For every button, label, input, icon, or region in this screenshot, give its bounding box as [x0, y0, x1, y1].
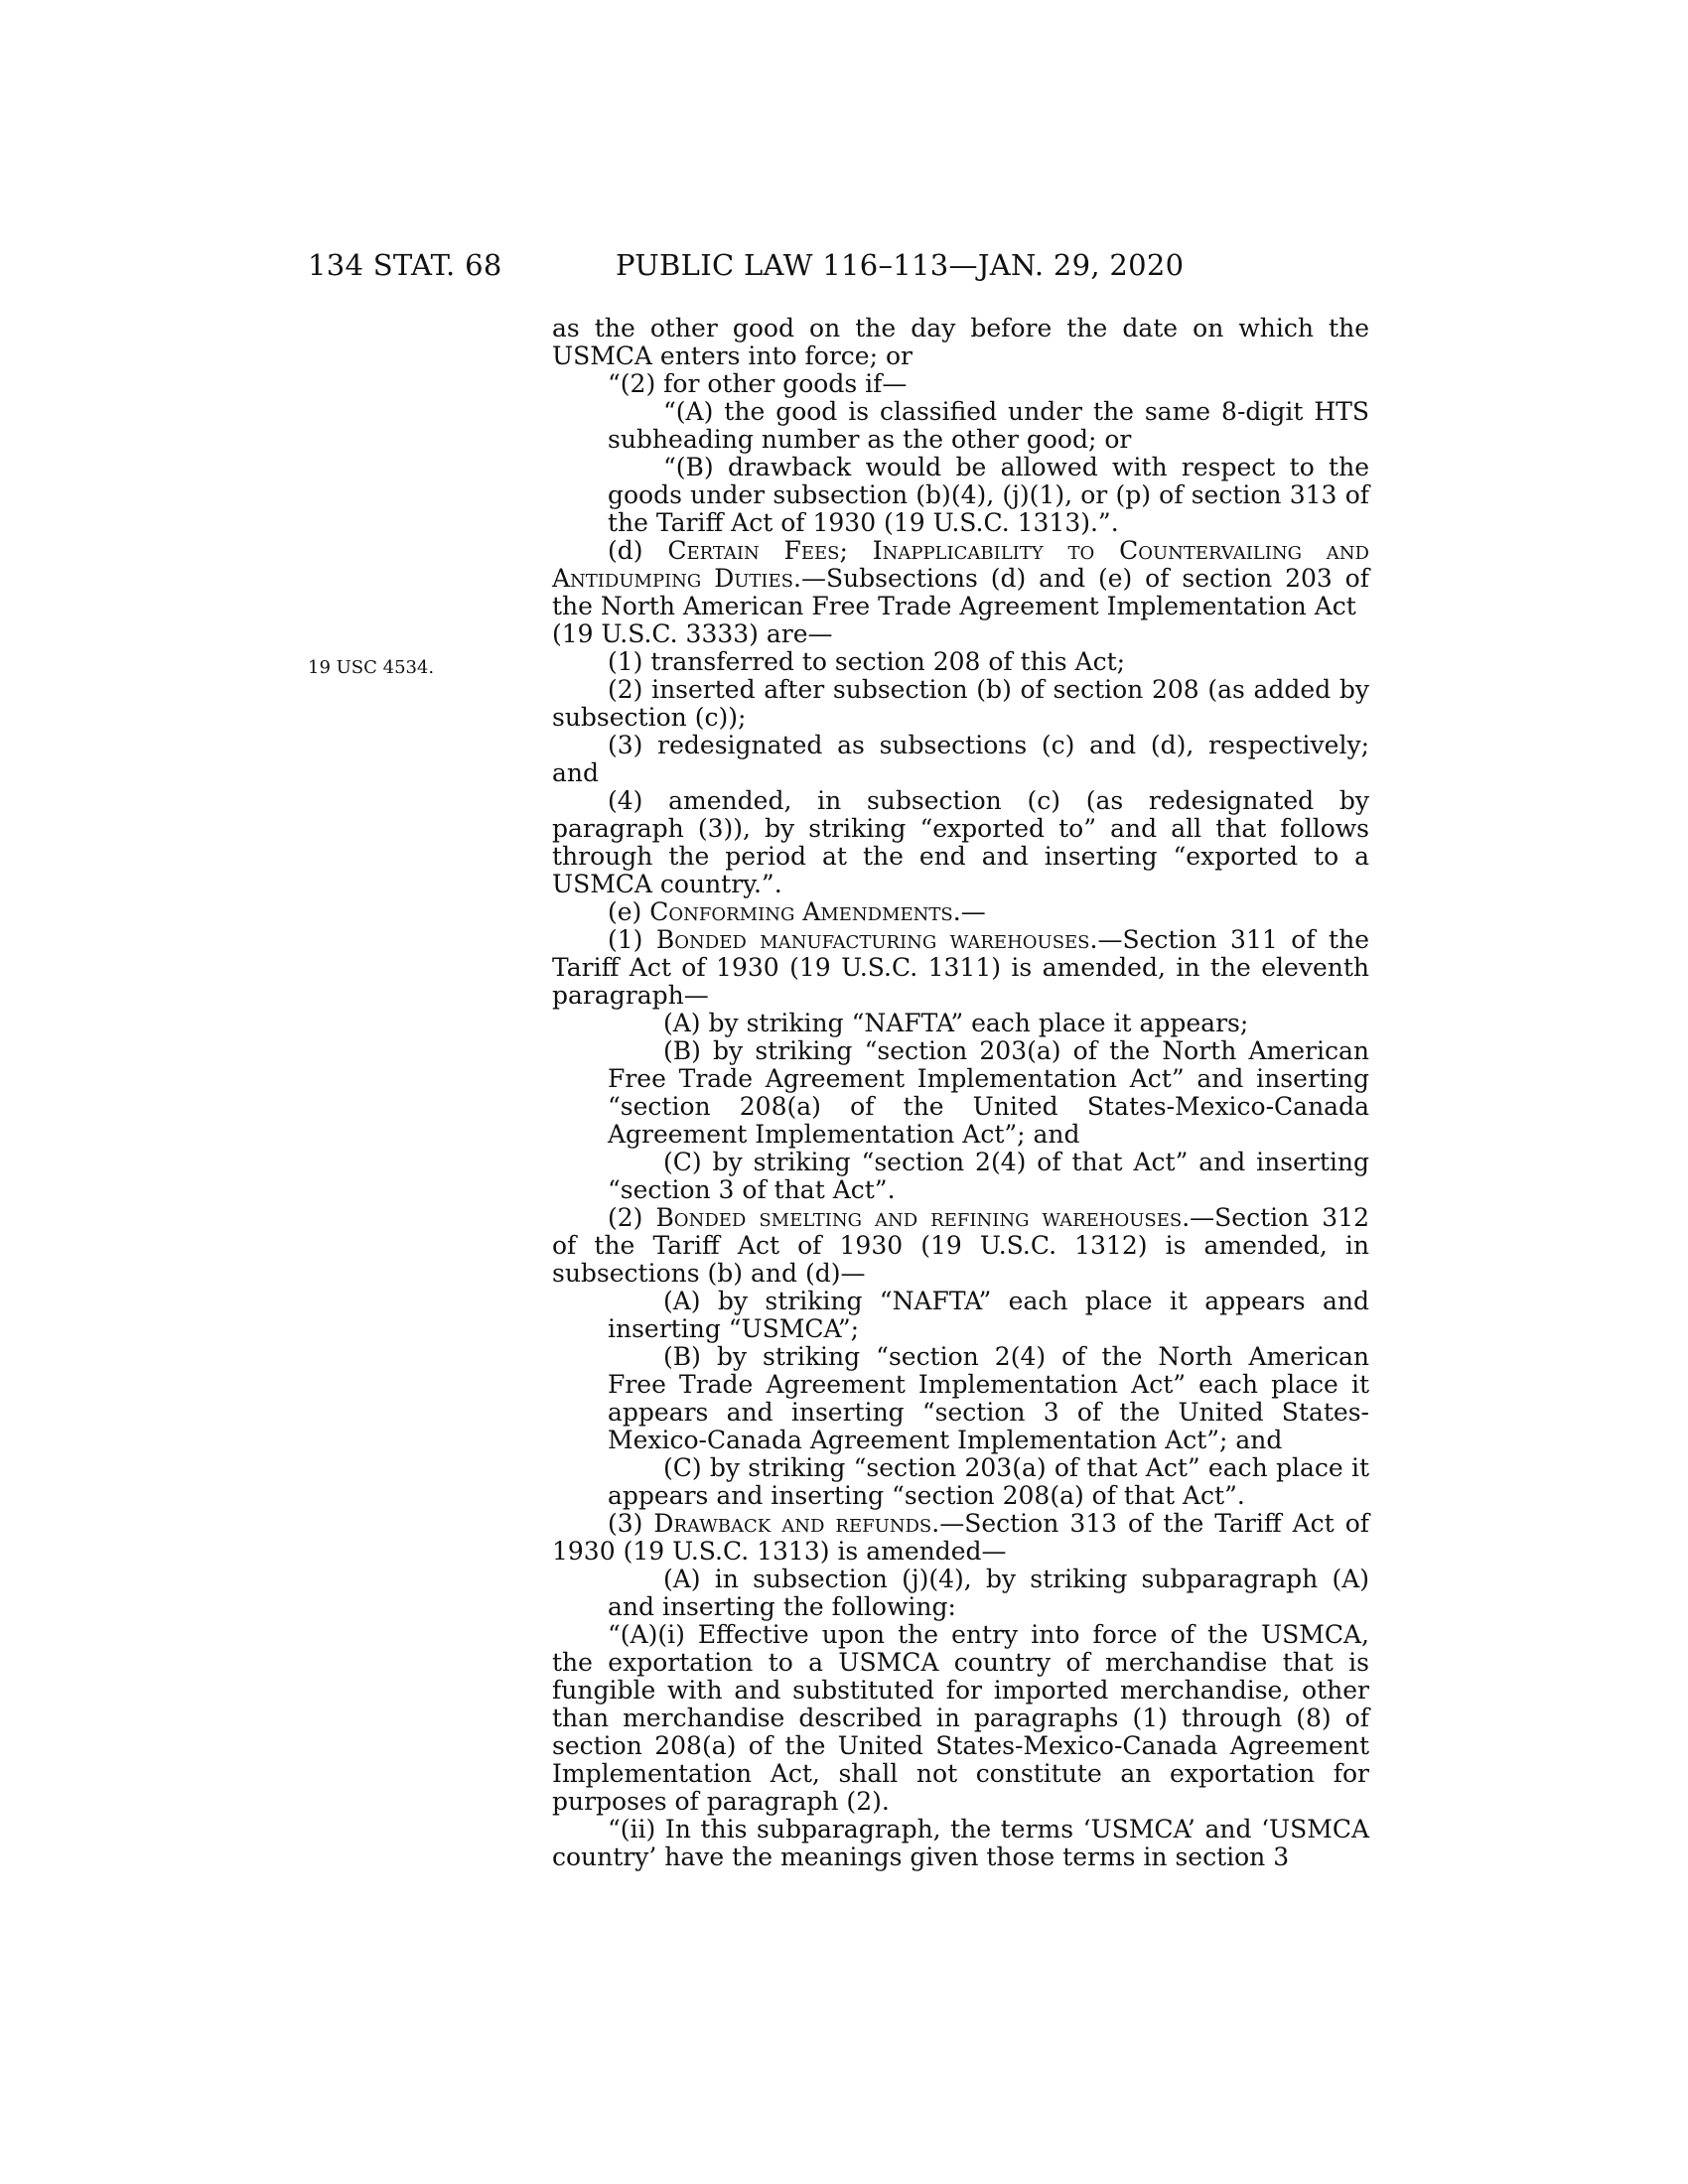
paragraph-e3-prefix: (3): [608, 1509, 654, 1538]
subparagraph-B-drawback: “(B) drawback would be allowed with respect to the goods under subsection (b)(4), (j)(1), or (p) of section 313 of the Tariff Act of 1930 (19 U.S.C. 1313).”.: [608, 453, 1369, 537]
subsection-e: [552, 898, 1369, 926]
subsection-d-continuation: (19 U.S.C. 3333) are—: [552, 619, 833, 648]
subsection-e-text: —: [960, 897, 986, 926]
paragraph-e2-heading: Bonded smelting and refining warehouses.: [655, 1203, 1191, 1232]
paragraph-e1-heading: Bonded manufacturing warehouses.: [655, 925, 1098, 954]
paragraph-2-other-goods: “(2) for other goods if—: [608, 369, 908, 398]
paragraph-continuation: as the other good on the day before the date on which the USMCA enters into force; or: [552, 314, 1369, 370]
paragraph-e1: [552, 926, 1369, 1010]
subsection-d-prefix: (d): [608, 536, 668, 565]
subsection-d: [552, 537, 1369, 620]
subsection-d-heading: Certain Fees; Inapplicability to Countervailing and Antidumping Duties.: [552, 536, 1369, 593]
paragraph-e3-heading: Drawback and refunds.: [653, 1509, 940, 1538]
list-item-transferred: (1) transferred to section 208 of this Act;: [608, 647, 1126, 676]
e2-item-B: (B) by striking “section 2(4) of the North American Free Trade Agreement Implementation Act” each place it appears and inserting “section 3 of the United States-Mexico-Canada Agreement Implementation Act”; and: [608, 1342, 1369, 1454]
e1-item-B: (B) by striking “section 203(a) of the North American Free Trade Agreement Implementation Act” and inserting “section 208(a) of the United States-Mexico-Canada Agreement Implementation Act”; and: [608, 1036, 1369, 1149]
page-number-header: 134 STAT. 68: [308, 248, 502, 282]
e1-item-A: (A) by striking “NAFTA” each place it appears;: [663, 1009, 1249, 1037]
paragraph-e1-text: —Section 311 of the Tariff Act of 1930 (19 U.S.C. 1311) is amended, in the eleventh paragraph—: [552, 925, 1369, 1010]
quoted-A-i: “(A)(i) Effective upon the entry into force of the USMCA, the exportation to a USMCA country of merchandise that is fungible with and substituted for imported merchandise, other than merchandise described in paragraphs (1) through (8) of section 208(a) of the United States-Mexico-Canada Agreement Implementation Act, shall not constitute an exportation for purposes of paragraph (2).: [552, 1620, 1369, 1816]
e2-item-C: (C) by striking “section 203(a) of that Act” each place it appears and inserting “section 208(a) of that Act”.: [608, 1453, 1369, 1510]
subsection-e-prefix: (e): [608, 897, 650, 926]
margin-citation-note: 19 USC 4534.: [308, 657, 435, 678]
list-item-amended: (4) amended, in subsection (c) (as redesignated by paragraph (3)), by striking “exported to” and all that follows through the period at the end and inserting “exported to a USMCA country.”.: [552, 786, 1369, 898]
paragraph-e2: [552, 1204, 1369, 1288]
paragraph-e3-text: —Section 313 of the Tariff Act of 1930 (19 U.S.C. 1313) is amended—: [552, 1509, 1369, 1566]
list-item-redesignated: (3) redesignated as subsections (c) and (d), respectively; and: [552, 731, 1369, 787]
e1-item-C: (C) by striking “section 2(4) of that Act” and inserting “section 3 of that Act”.: [608, 1148, 1369, 1204]
statute-body-text: [552, 315, 1369, 1871]
e2-item-A: (A) by striking “NAFTA” each place it appears and inserting “USMCA”;: [608, 1287, 1369, 1343]
list-item-inserted: (2) inserted after subsection (b) of section 208 (as added by subsection (c));: [552, 675, 1369, 732]
subsection-e-heading: Conforming Amendments.: [649, 897, 961, 926]
quoted-ii: “(ii) In this subparagraph, the terms ‘USMCA’ and ‘USMCA country’ have the meanings given those terms in section 3: [552, 1815, 1369, 1871]
running-header-title: PUBLIC LAW 116–113—JAN. 29, 2020: [616, 248, 1185, 282]
subsection-d-text: —Subsections (d) and (e) of section 203 of the North American Free Trade Agreement Implementation Act: [552, 564, 1369, 620]
subparagraph-A-hts: “(A) the good is classified under the same 8-digit HTS subheading number as the other good; or: [608, 397, 1369, 454]
paragraph-e2-prefix: (2): [608, 1203, 656, 1232]
paragraph-e1-prefix: (1): [608, 925, 656, 954]
e3-item-A: (A) in subsection (j)(4), by striking subparagraph (A) and inserting the following:: [608, 1565, 1369, 1621]
paragraph-e2-text: —Section 312 of the Tariff Act of 1930 (19 U.S.C. 1312) is amended, in subsections (b) and (d)—: [552, 1203, 1370, 1288]
paragraph-e3: [552, 1510, 1369, 1566]
